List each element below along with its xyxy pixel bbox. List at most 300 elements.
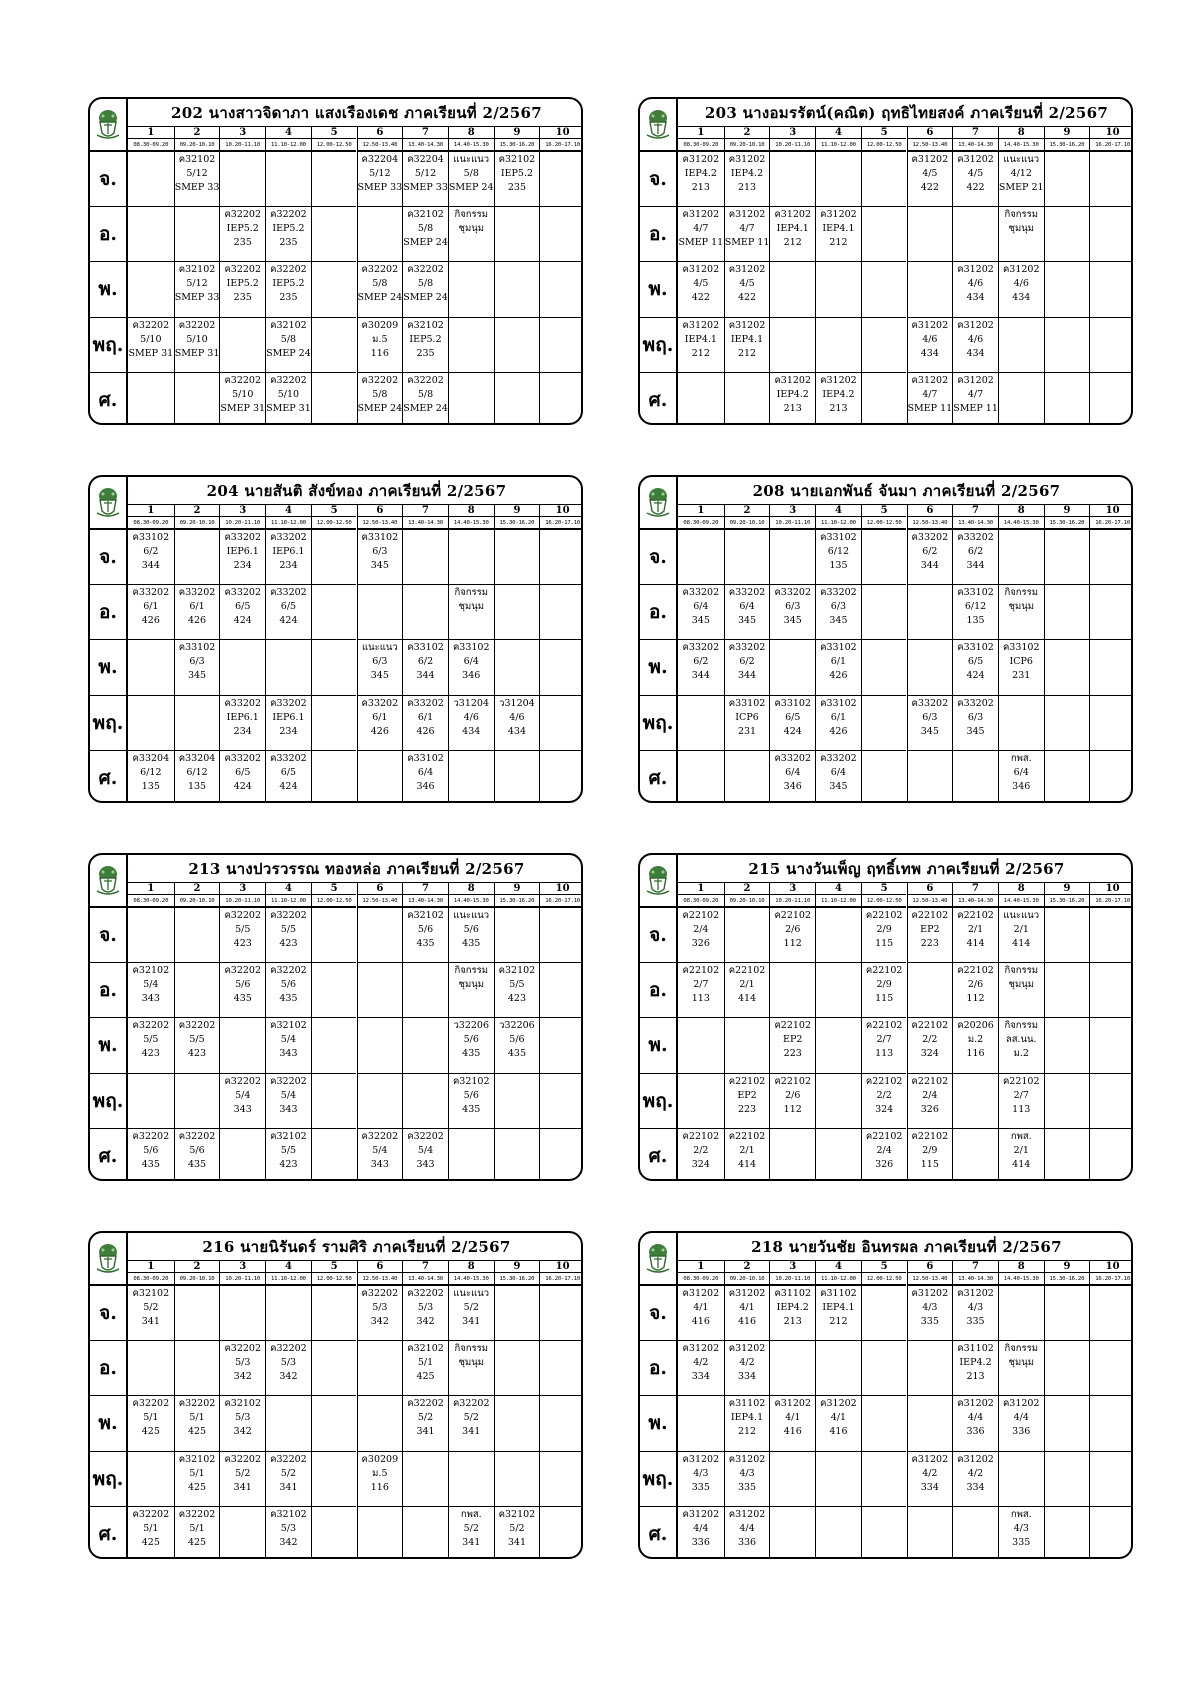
timetable-cell [998, 1451, 1044, 1506]
cell-line: 424 [279, 615, 298, 627]
timetable-cell [952, 261, 998, 316]
cell-line: 5/3 [235, 1357, 251, 1369]
cell-line: ค31202 [728, 1453, 766, 1465]
period-time: 14.40-15.30 [998, 895, 1044, 907]
period-time: 14.40-15.30 [448, 517, 494, 529]
cell-line: 416 [691, 1316, 710, 1327]
cell-line: ค32202 [407, 1130, 444, 1142]
period-number: 1 [678, 1261, 724, 1273]
cell-line: 2/6 [785, 1089, 801, 1101]
timetable-cell [907, 317, 953, 372]
cell-line: 335 [966, 1316, 985, 1327]
period-time: 12.00-12.50 [311, 895, 357, 907]
timetable-cell [402, 962, 448, 1017]
cell-line: ค32204 [407, 154, 444, 165]
cell-line: ค22102 [682, 910, 720, 921]
timetable-cell [769, 151, 815, 206]
cell-line: ค31202 [1002, 1398, 1040, 1410]
period-number: 5 [311, 505, 357, 517]
cell-line: ค31202 [1002, 264, 1040, 276]
cell-line: แนะแนว [362, 642, 398, 654]
period-number: 5 [311, 883, 357, 895]
cell-line: ค32202 [270, 374, 307, 386]
timetable-cell [402, 1017, 448, 1072]
cell-line: SMEP 33 [357, 182, 403, 193]
cell-line: ค31202 [728, 1508, 766, 1520]
cell-line: 5/1 [143, 1522, 159, 1534]
period-number: 9 [494, 127, 540, 139]
schedule-table [638, 853, 1133, 1181]
day-label: พ. [90, 1395, 128, 1450]
period-number: 10 [539, 1261, 583, 1273]
cell-line: 135 [966, 615, 985, 627]
school-logo [90, 99, 128, 151]
period-number: 5 [861, 883, 907, 895]
timetable-cell [219, 1128, 265, 1181]
cell-line: 5/5 [189, 1034, 205, 1046]
cell-line: 5/10 [232, 388, 254, 400]
timetable-cell [311, 151, 357, 206]
school-logo [90, 477, 128, 529]
cell-line: 5/8 [372, 278, 388, 290]
timetable-cell [1044, 261, 1090, 316]
cell-line: 5/2 [417, 1412, 434, 1424]
cell-line: แนะแนว [1003, 910, 1040, 921]
cell-line: 6/1 [143, 601, 159, 613]
cell-line: ค33204 [178, 752, 216, 764]
timetable-cell [769, 962, 815, 1017]
cell-line: 213 [783, 402, 802, 414]
cell-line: ชุมนุม [1008, 979, 1034, 991]
timetable-cell [402, 151, 448, 206]
cell-line: 112 [783, 1103, 802, 1115]
cell-line: 416 [829, 1426, 848, 1438]
day-label: อ. [90, 584, 128, 639]
timetable-cell [952, 1395, 998, 1450]
cell-line: 5/6 [143, 1144, 159, 1156]
cell-line: 426 [187, 615, 207, 627]
timetable-cell [357, 317, 403, 372]
timetable-cell [494, 1285, 540, 1340]
timetable-cell [952, 750, 998, 803]
timetable-cell [311, 1128, 357, 1181]
cell-line: 425 [141, 1426, 160, 1438]
cell-line: 414 [1012, 938, 1031, 949]
period-time: 11.10-12.00 [265, 139, 311, 151]
cell-line: ค22102 [911, 1020, 949, 1032]
timetable-cell [265, 639, 311, 694]
cell-line: 435 [416, 938, 435, 949]
day-label: อ. [640, 1340, 678, 1395]
period-time: 11.10-12.00 [265, 517, 311, 529]
period-time: 15.30-16.20 [494, 1273, 540, 1285]
cell-line: 342 [233, 1371, 252, 1383]
cell-line: 2/2 [876, 1089, 892, 1101]
timetable-cell [998, 907, 1044, 962]
school-emblem-icon [95, 864, 121, 898]
cell-line: 5/2 [463, 1522, 479, 1534]
cell-line: 426 [416, 725, 435, 737]
timetable-cell [265, 962, 311, 1017]
period-time: 15.30-16.20 [1044, 139, 1090, 151]
cell-line: ค32102 [407, 319, 444, 331]
timetable-cell [769, 695, 815, 750]
period-number: 9 [494, 883, 540, 895]
cell-line: แนะแนว [453, 154, 490, 165]
timetable-cell [402, 1451, 448, 1506]
timetable-cell [724, 695, 770, 750]
timetable-cell [769, 372, 815, 425]
period-number: 3 [219, 1261, 265, 1273]
cell-line: 2/4 [693, 924, 709, 935]
period-number: 10 [1089, 127, 1133, 139]
period-number: 1 [128, 883, 174, 895]
period-number: 4 [265, 127, 311, 139]
timetable-cell [128, 529, 174, 584]
cell-line: ค32202 [132, 1020, 170, 1032]
timetable-cell [311, 261, 357, 316]
cell-line: 4/7 [693, 223, 709, 235]
period-number: 1 [128, 1261, 174, 1273]
cell-line: ม.5 [372, 333, 388, 345]
schedule-table [88, 97, 583, 425]
cell-line: 324 [875, 1103, 894, 1115]
cell-line: ค31202 [728, 264, 766, 276]
timetable-cell [402, 529, 448, 584]
timetable-cell [769, 1451, 815, 1506]
cell-line: 343 [416, 1158, 435, 1170]
cell-line: ค31202 [911, 1288, 949, 1299]
cell-line: ค32102 [224, 1398, 262, 1410]
cell-line: กพส. [1010, 1130, 1032, 1142]
cell-line: 434 [1012, 292, 1031, 304]
timetable-cell [539, 1017, 583, 1072]
timetable-cell [678, 151, 724, 206]
timetable-cell [174, 1506, 220, 1559]
cell-line: 116 [370, 1481, 389, 1493]
cell-line: 2/4 [876, 1144, 892, 1156]
cell-line: ค32204 [361, 154, 399, 165]
cell-line: 212 [829, 237, 848, 249]
day-label: อ. [640, 584, 678, 639]
cell-line: 6/1 [372, 711, 388, 723]
timetable-cell [678, 206, 724, 261]
timetable-cell [311, 206, 357, 261]
cell-line: ค33202 [820, 752, 857, 764]
cell-line: 5/2 [235, 1467, 251, 1479]
day-label: จ. [640, 1285, 678, 1340]
timetable-cell [907, 372, 953, 425]
cell-line: 6/4 [463, 656, 479, 668]
cell-line: 435 [141, 1158, 160, 1170]
timetable-cell [539, 317, 583, 372]
timetable-cell [861, 1340, 907, 1395]
timetable-cell [539, 529, 583, 584]
cell-line: 4/4 [739, 1522, 755, 1534]
timetable-cell [448, 1395, 494, 1450]
timetable-cell [448, 1073, 494, 1128]
cell-line: ค22102 [957, 910, 994, 921]
cell-line: 336 [966, 1426, 985, 1438]
cell-line: 326 [920, 1103, 939, 1115]
timetable-cell [357, 907, 403, 962]
timetable-cell [494, 151, 540, 206]
period-time: 16.20-17.10 [539, 139, 583, 151]
timetable-cell [998, 1017, 1044, 1072]
cell-line: 235 [279, 237, 298, 249]
cell-line: EP2 [737, 1089, 757, 1101]
timetable-cell [907, 1285, 953, 1340]
cell-line: ค22102 [865, 1130, 903, 1142]
timetable-cell [998, 206, 1044, 261]
period-time: 08.30-09.20 [678, 895, 724, 907]
timetable-cell [952, 1451, 998, 1506]
timetable-cell [769, 584, 815, 639]
timetable-cell [769, 529, 815, 584]
timetable-cell [219, 151, 265, 206]
cell-line: SMEP 11 [724, 237, 770, 249]
timetable-cell [678, 584, 724, 639]
cell-line: ค32102 [498, 154, 536, 165]
cell-line: ค31202 [682, 319, 720, 331]
timetable-cell [1044, 750, 1090, 803]
cell-line: ค32202 [178, 1130, 216, 1142]
cell-line: 5/1 [189, 1467, 205, 1479]
timetable-cell [1044, 1128, 1090, 1181]
timetable-cell [539, 1506, 583, 1559]
timetable-cell [539, 695, 583, 750]
period-time: 09.20-10.10 [174, 139, 220, 151]
cell-line: ค31202 [728, 1343, 766, 1355]
timetable-cell [1089, 907, 1133, 962]
cell-line: 5/5 [280, 1144, 297, 1156]
cell-line: ค33102 [820, 642, 857, 654]
cell-line: ค22102 [774, 1020, 812, 1032]
timetable-cell [539, 372, 583, 425]
cell-line: 423 [187, 1048, 207, 1060]
cell-line: 116 [966, 1048, 985, 1060]
period-number: 6 [907, 505, 953, 517]
timetable-cell [357, 1340, 403, 1395]
timetable-cell [1044, 1340, 1090, 1395]
cell-line: 342 [233, 1426, 252, 1438]
cell-line: 6/1 [830, 711, 847, 723]
cell-line: SMEP 33 [174, 182, 220, 193]
cell-line: 6/12 [827, 546, 850, 557]
timetable-cell [861, 529, 907, 584]
timetable-cell [174, 206, 220, 261]
period-time: 12.50-13.40 [907, 517, 953, 529]
cell-line: 416 [783, 1426, 802, 1438]
timetable-cell [861, 907, 907, 962]
period-number: 4 [265, 1261, 311, 1273]
timetable-cell [265, 206, 311, 261]
period-number: 5 [311, 1261, 357, 1273]
timetable-cell [265, 584, 311, 639]
cell-line: ค32202 [224, 1343, 262, 1355]
day-label: พฤ. [640, 317, 678, 372]
cell-line: 434 [462, 725, 481, 737]
cell-line: 5/5 [280, 924, 297, 935]
day-label: ศ. [90, 1506, 128, 1559]
cell-line: 341 [416, 1426, 435, 1438]
timetable-cell [952, 639, 998, 694]
timetable-cell [769, 907, 815, 962]
cell-line: ค32102 [270, 319, 307, 331]
period-time: 09.20-10.10 [724, 1273, 770, 1285]
cell-line: กพส. [1010, 752, 1032, 764]
timetable-cell [769, 1506, 815, 1559]
timetable-cell [861, 1073, 907, 1128]
cell-line: 414 [1012, 1158, 1031, 1170]
cell-line: IEP6.1 [226, 546, 259, 557]
timetable-cell [357, 206, 403, 261]
timetable-cell [1089, 1506, 1133, 1559]
timetable-cell [1089, 750, 1133, 803]
day-label: ศ. [640, 372, 678, 425]
period-number: 4 [265, 883, 311, 895]
cell-line: 326 [875, 1158, 894, 1170]
cell-line: 5/8 [417, 388, 434, 400]
cell-line: 345 [829, 615, 848, 627]
timetable-cell [724, 261, 770, 316]
cell-line: IEP4.1 [730, 1412, 764, 1424]
cell-line: 135 [141, 780, 160, 792]
timetable-cell [907, 261, 953, 316]
timetable-cell [724, 1506, 770, 1559]
cell-line: 334 [966, 1481, 985, 1493]
cell-line: 425 [187, 1426, 207, 1438]
cell-line: SMEP 24 [403, 237, 448, 249]
timetable-cell [174, 372, 220, 425]
period-number: 2 [174, 505, 220, 517]
cell-line: ค32202 [361, 1130, 399, 1142]
period-time: 12.50-13.40 [357, 139, 403, 151]
period-number: 7 [402, 127, 448, 139]
cell-line: 235 [233, 237, 252, 249]
cell-line: 213 [691, 182, 710, 193]
timetable-cell [311, 1017, 357, 1072]
period-time: 12.00-12.50 [311, 1273, 357, 1285]
day-label: จ. [640, 151, 678, 206]
cell-line: 5/5 [509, 979, 525, 991]
period-time: 08.30-09.20 [678, 1273, 724, 1285]
cell-line: ค32102 [132, 965, 170, 977]
period-number: 7 [952, 883, 998, 895]
timetable-cell [907, 529, 953, 584]
cell-line: 223 [783, 1048, 802, 1060]
timetable-cell [815, 639, 861, 694]
period-time: 11.10-12.00 [815, 1273, 861, 1285]
period-number: 9 [1044, 127, 1090, 139]
period-number: 4 [815, 127, 861, 139]
timetable-cell [1089, 529, 1133, 584]
cell-line: 5/2 [280, 1467, 297, 1479]
cell-line: 334 [737, 1371, 757, 1383]
timetable-cell [724, 1128, 770, 1181]
cell-line: ค33202 [224, 752, 262, 764]
cell-line: ค33202 [270, 697, 307, 709]
period-time: 11.10-12.00 [265, 895, 311, 907]
period-number: 8 [998, 505, 1044, 517]
timetable-cell [311, 962, 357, 1017]
cell-line: ค32102 [498, 1508, 536, 1520]
timetable-cell [402, 750, 448, 803]
cell-line: ค31202 [774, 1398, 812, 1410]
cell-line: 424 [279, 780, 298, 792]
timetable-cell [311, 1073, 357, 1128]
timetable-cell [494, 1395, 540, 1450]
cell-line: 4/1 [785, 1412, 801, 1424]
cell-line: ค31202 [957, 264, 994, 276]
timetable-cell [952, 907, 998, 962]
timetable-cell [952, 695, 998, 750]
period-time: 16.20-17.10 [539, 517, 583, 529]
timetable-cell [952, 1128, 998, 1181]
timetable-cell [402, 261, 448, 316]
cell-line: IEP4.2 [822, 388, 855, 400]
timetable-cell [448, 1285, 494, 1340]
period-time: 13.40-14.30 [952, 1273, 998, 1285]
timetable-cell [1044, 1451, 1090, 1506]
timetable-cell [539, 639, 583, 694]
cell-line: ค22102 [774, 910, 812, 921]
cell-line: ค33202 [957, 532, 994, 543]
day-label: พ. [640, 1017, 678, 1072]
cell-line: 422 [691, 292, 710, 304]
cell-line: 342 [416, 1316, 435, 1327]
timetable-cell [678, 962, 724, 1017]
cell-line: IEP5.2 [226, 278, 259, 290]
cell-line: 235 [279, 292, 298, 304]
cell-line: ค32202 [224, 965, 262, 977]
cell-line: 231 [1012, 670, 1031, 682]
cell-line: 113 [875, 1048, 894, 1060]
cell-line: ค32102 [132, 1288, 170, 1299]
period-number: 3 [219, 505, 265, 517]
cell-line: SMEP 24 [448, 182, 494, 193]
cell-line: 2/2 [922, 1034, 938, 1046]
timetable-cell [402, 1073, 448, 1128]
cell-line: IEP5.2 [272, 223, 305, 235]
cell-line: 4/5 [967, 168, 984, 179]
timetable-cell [128, 639, 174, 694]
timetable-cell [494, 1017, 540, 1072]
cell-line: 341 [141, 1316, 160, 1327]
timetable-cell [265, 151, 311, 206]
timetable-cell [539, 1451, 583, 1506]
schedule-title: 203 นางอมรรัตน์(คณิต) ฤทธิไทยสงค์ ภาคเรียนที่ 2/2567 [678, 99, 1133, 127]
cell-line: ค33102 [820, 532, 857, 543]
cell-line: 5/12 [414, 168, 437, 179]
timetable-cell [402, 1395, 448, 1450]
timetable-cell [357, 261, 403, 316]
cell-line: ค32202 [224, 264, 262, 276]
cell-line: ค31102 [774, 1288, 812, 1299]
period-time: 08.30-09.20 [128, 1273, 174, 1285]
cell-line: 4/6 [509, 711, 525, 723]
school-emblem-icon [645, 1242, 671, 1276]
cell-line: IEP4.1 [730, 333, 764, 345]
cell-line: 4/3 [922, 1302, 938, 1313]
timetable-cell [907, 151, 953, 206]
timetable-cell [1044, 1285, 1090, 1340]
timetable-cell [907, 1073, 953, 1128]
timetable-cell [1089, 317, 1133, 372]
cell-line: ค32102 [270, 1130, 307, 1142]
period-time: 12.50-13.40 [357, 517, 403, 529]
cell-line: ค33202 [774, 587, 812, 599]
